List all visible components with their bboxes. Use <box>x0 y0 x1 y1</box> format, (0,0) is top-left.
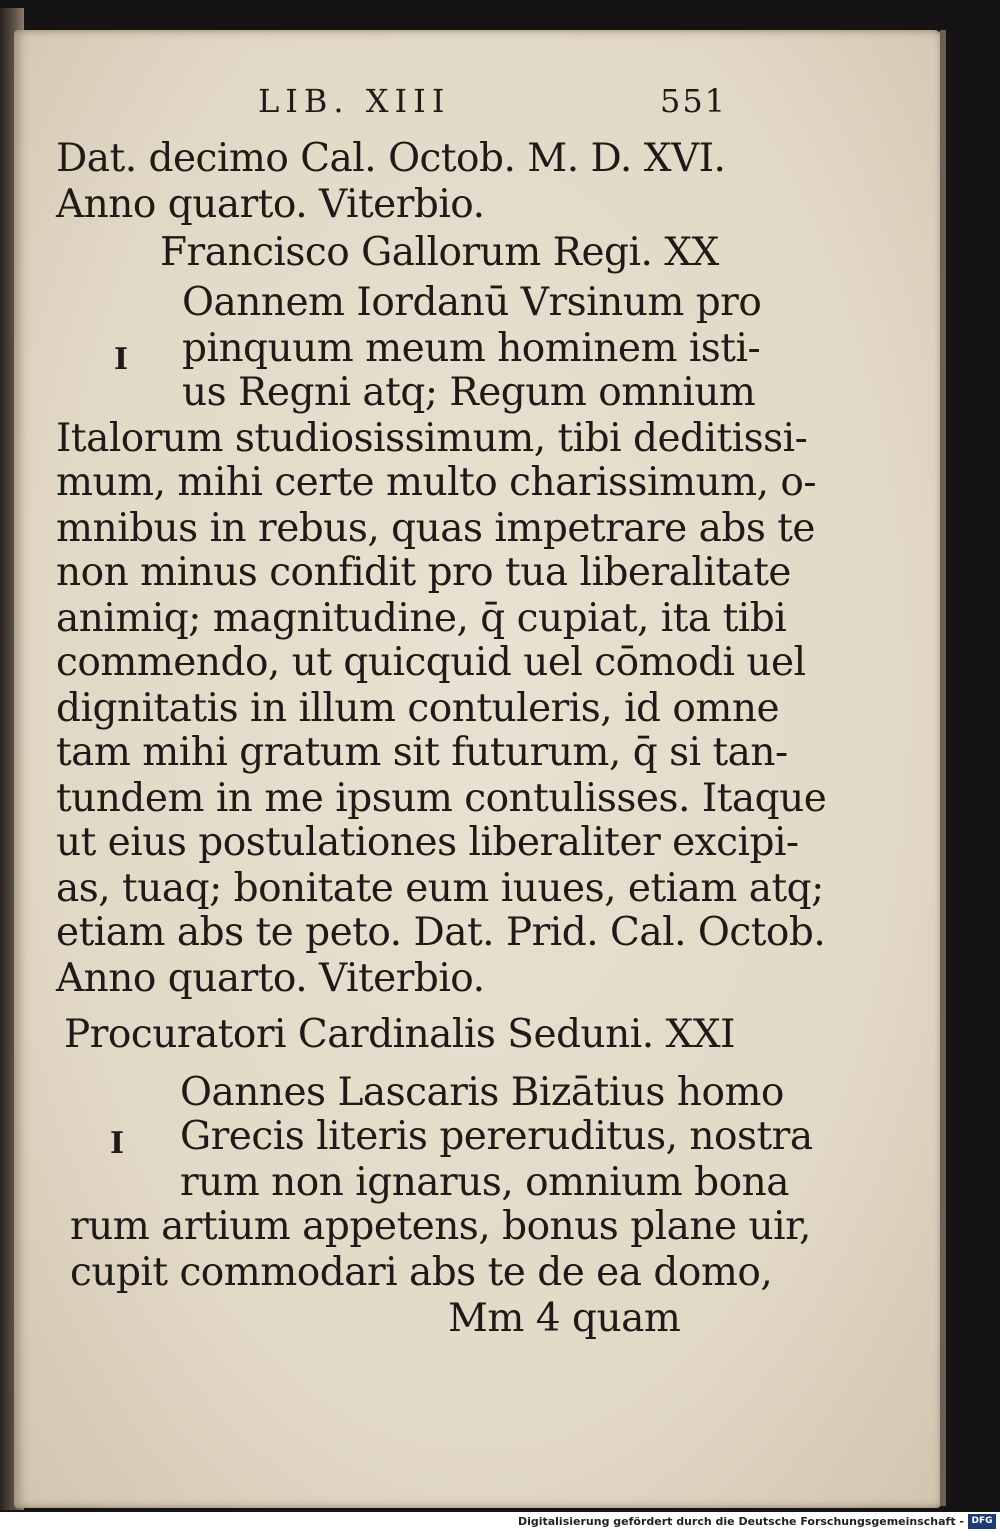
letter-heading: Procuratori Cardinalis Seduni. XXI <box>64 1012 735 1057</box>
page-right-rim <box>940 30 946 1506</box>
text-line: Italorum studiosissimum, tibi deditissi- <box>56 416 808 461</box>
text-line: cupit commodari abs te de ea domo, <box>70 1250 773 1295</box>
text-line: pinquum meum hominem isti- <box>182 326 761 371</box>
funding-credit: Digitalisierung gefördert durch die Deutsche Forschungsgemeinschaft - <box>517 1515 964 1528</box>
text-line: ut eius postulationes liberaliter excipi- <box>56 820 799 865</box>
running-head: LIB. XIII <box>258 82 451 120</box>
page-number: 551 <box>660 82 728 120</box>
text-line: Grecis literis pereruditus, nostra <box>180 1114 813 1159</box>
text-line: rum artium appetens, bonus plane uir, <box>70 1204 811 1249</box>
text-line: Dat. decimo Cal. Octob. M. D. XVI. <box>56 136 726 181</box>
text-line: tundem in me ipsum contulisses. Itaque <box>56 776 827 821</box>
letter-heading: Francisco Gallorum Regi. XX <box>160 230 719 275</box>
text-line: mnibus in rebus, quas impetrare abs te <box>56 506 815 551</box>
text-line: dignitatis in illum contuleris, id omne <box>56 686 780 731</box>
text-line: non minus confidit pro tua liberalitate <box>56 550 792 595</box>
text-line: Anno quarto. Viterbio. <box>56 956 485 1001</box>
text-line: Oannes Lascaris Bizātius homo <box>180 1070 784 1115</box>
dfg-logo: DFG <box>968 1514 996 1529</box>
text-line: mum, mihi certe multo charissimum, o- <box>56 460 817 505</box>
footer-bar <box>0 1512 1000 1532</box>
text-line: as, tuaq; bonitate eum iuues, etiam atq; <box>56 866 824 911</box>
text-line: Anno quarto. Viterbio. <box>56 182 485 227</box>
text-line: rum non ignarus, omnium bona <box>180 1160 789 1205</box>
text-line: etiam abs te peto. Dat. Prid. Cal. Octob. <box>56 910 826 955</box>
text-line: tam mihi gratum sit futurum, q̄ si tan- <box>56 730 788 775</box>
text-line: commendo, ut quicquid uel cōmodi uel <box>56 640 806 685</box>
text-line: us Regni atq; Regum omnium <box>182 370 756 415</box>
drop-initial: I <box>110 1126 125 1161</box>
drop-initial: I <box>114 342 129 377</box>
text-line: animiq; magnitudine, q̄ cupiat, ita tibi <box>56 596 787 641</box>
signature-catchword: Mm 4 quam <box>448 1296 681 1341</box>
text-line: Oannem Iordanū Vrsinum pro <box>182 280 762 325</box>
